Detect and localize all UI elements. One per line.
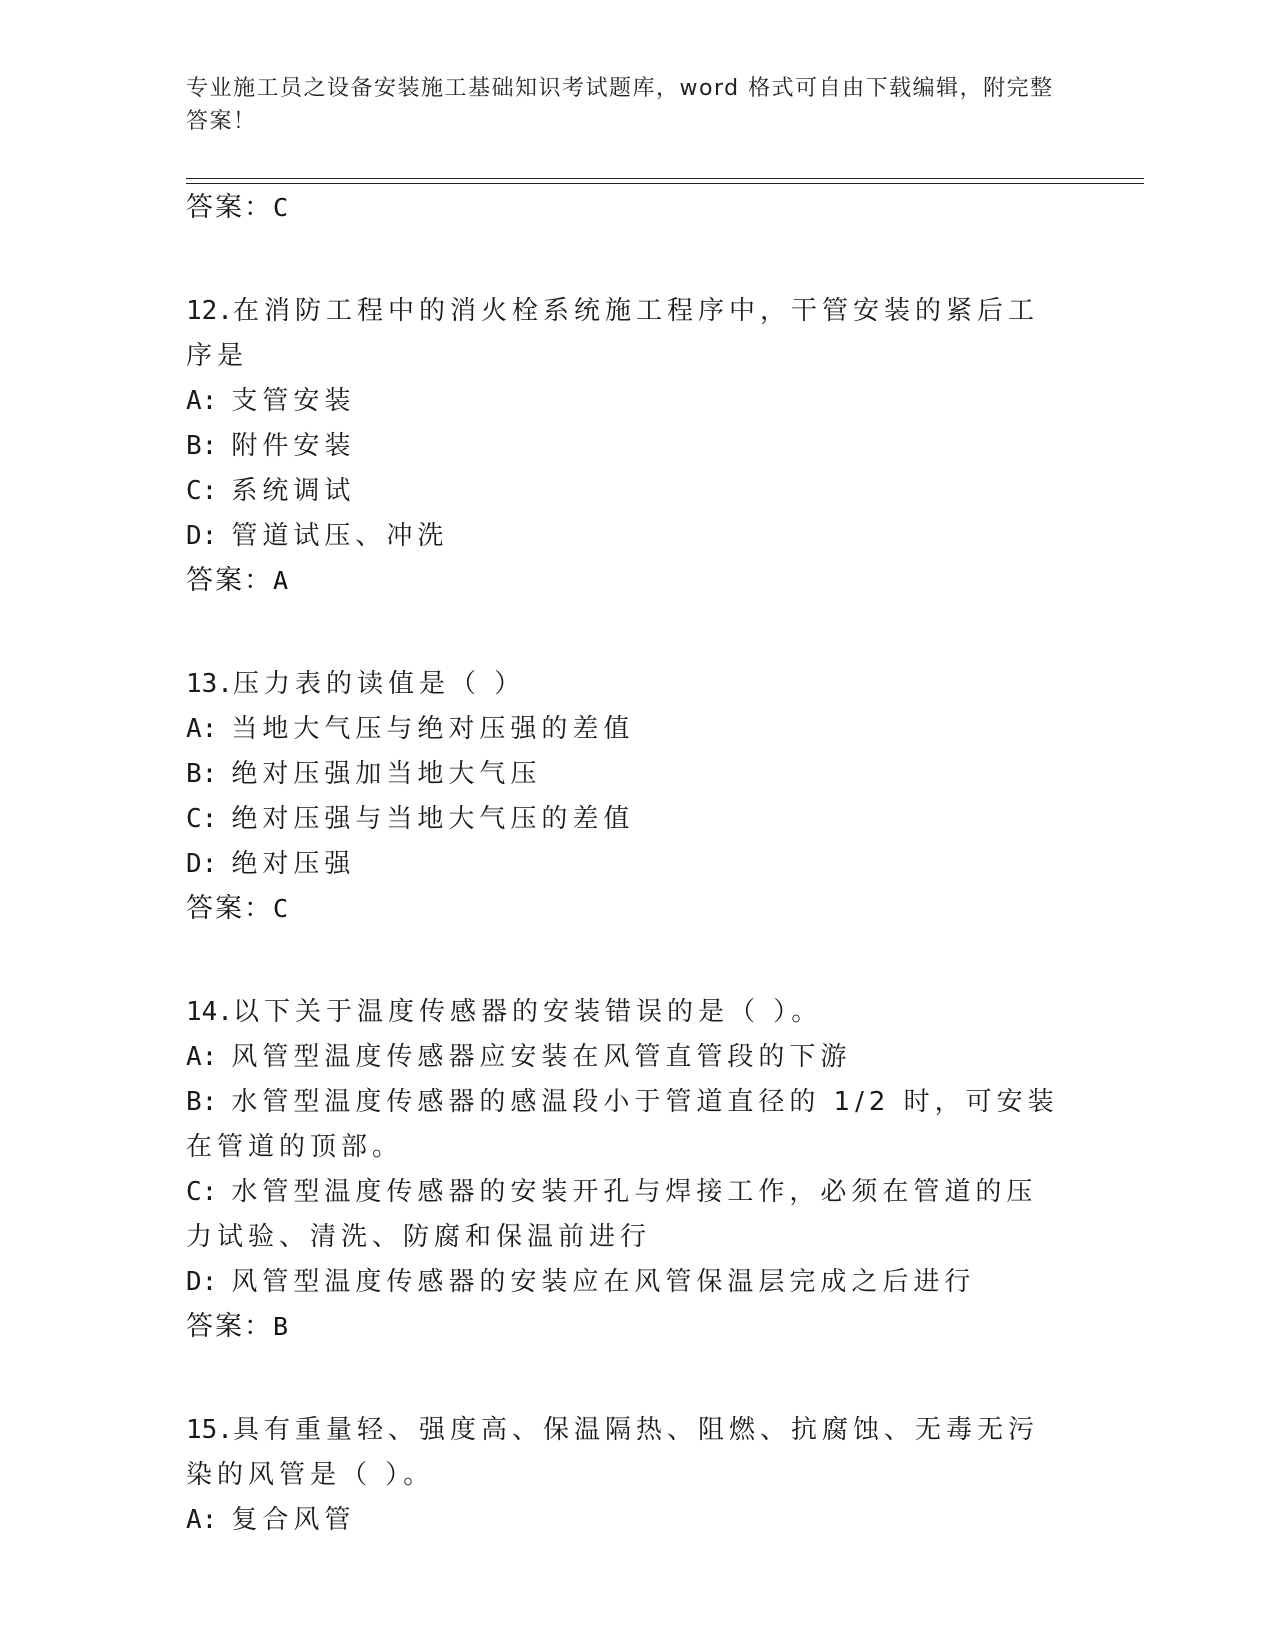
answer-line bbox=[186, 1305, 1066, 1349]
option-text: 支管安装 bbox=[231, 386, 356, 416]
header-rule-top bbox=[186, 178, 1144, 179]
option-key: A: bbox=[186, 1505, 218, 1535]
option-b bbox=[186, 1080, 1066, 1170]
option-a bbox=[186, 379, 1066, 424]
answer-line bbox=[186, 186, 1066, 230]
option-key: A: bbox=[186, 714, 218, 744]
option-text: 系统调试 bbox=[231, 476, 356, 506]
option-c bbox=[186, 1170, 1066, 1260]
option-text: 风管型温度传感器应安装在风管直管段的下游 bbox=[231, 1042, 852, 1072]
option-text: 水管型温度传感器的安装开孔与焊接工作，必须在管道的压力试验、清洗、防腐和保温前进行 bbox=[186, 1177, 1038, 1252]
question-stem bbox=[186, 289, 1066, 379]
option-c bbox=[186, 469, 1066, 514]
option-key: D: bbox=[186, 849, 218, 879]
header-rule-bottom bbox=[186, 183, 1144, 184]
option-d bbox=[186, 1260, 1066, 1305]
option-key: B: bbox=[186, 1087, 218, 1117]
spacer bbox=[186, 1349, 1066, 1408]
spacer bbox=[186, 931, 1066, 990]
question-stem bbox=[186, 662, 1066, 707]
option-text: 复合风管 bbox=[231, 1505, 356, 1535]
option-text: 绝对压强与当地大气压的差值 bbox=[231, 804, 635, 834]
option-key: C: bbox=[186, 476, 218, 506]
question-block-15 bbox=[186, 1408, 1066, 1543]
question-block-12 bbox=[186, 289, 1066, 603]
option-key: D: bbox=[186, 1267, 218, 1297]
option-text: 绝对压强加当地大气压 bbox=[231, 759, 542, 789]
document-header: 专业施工员之设备安装施工基础知识考试题库，word 格式可自由下载编辑，附完整答案！ bbox=[186, 76, 1054, 134]
option-text: 风管型温度传感器的安装应在风管保温层完成之后进行 bbox=[231, 1267, 976, 1297]
answer-value: B bbox=[273, 1312, 291, 1341]
question-stem bbox=[186, 990, 1066, 1035]
option-key: B: bbox=[186, 431, 218, 461]
option-key: C: bbox=[186, 804, 218, 834]
option-key: D: bbox=[186, 521, 218, 551]
option-a bbox=[186, 1035, 1066, 1080]
question-number: 12. bbox=[186, 296, 233, 326]
option-text: 水管型温度传感器的感温段小于管道直径的 1/2 时，可安装在管道的顶部。 bbox=[186, 1087, 1059, 1162]
question-stem bbox=[186, 1408, 1066, 1498]
option-c bbox=[186, 797, 1066, 842]
option-b bbox=[186, 424, 1066, 469]
option-key: B: bbox=[186, 759, 218, 789]
answer-value: C bbox=[273, 894, 291, 923]
answer-label: 答案： bbox=[186, 1311, 273, 1342]
question-text: 具有重量轻、强度高、保温隔热、阻燃、抗腐蚀、无毒无污染的风管是（ ）。 bbox=[186, 1415, 1039, 1490]
spacer bbox=[186, 230, 1066, 289]
answer-label: 答案： bbox=[186, 565, 273, 596]
question-text: 在消防工程中的消火栓系统施工程序中，干管安装的紧后工序是 bbox=[186, 296, 1039, 371]
question-number: 15. bbox=[186, 1415, 233, 1445]
spacer bbox=[186, 603, 1066, 662]
answer-value: C bbox=[273, 193, 291, 222]
option-text: 管道试压、冲洗 bbox=[231, 521, 449, 551]
question-number: 13. bbox=[186, 669, 233, 699]
answer-label: 答案： bbox=[186, 893, 273, 924]
answer-line bbox=[186, 887, 1066, 931]
option-text: 当地大气压与绝对压强的差值 bbox=[231, 714, 635, 744]
option-a bbox=[186, 707, 1066, 752]
option-text: 绝对压强 bbox=[231, 849, 356, 879]
question-block-13 bbox=[186, 662, 1066, 931]
option-text: 附件安装 bbox=[231, 431, 356, 461]
question-text: 以下关于温度传感器的安装错误的是（ ）。 bbox=[232, 997, 823, 1027]
option-key: A: bbox=[186, 386, 218, 416]
option-key: C: bbox=[186, 1177, 218, 1207]
option-d bbox=[186, 842, 1066, 887]
question-list bbox=[186, 186, 1066, 1543]
option-b bbox=[186, 752, 1066, 797]
question-number: 14. bbox=[186, 997, 233, 1027]
question-text: 压力表的读值是（ ） bbox=[232, 669, 526, 699]
option-d bbox=[186, 514, 1066, 559]
answer-value: A bbox=[273, 566, 291, 595]
option-a bbox=[186, 1498, 1066, 1543]
answer-label: 答案： bbox=[186, 192, 273, 223]
answer-line bbox=[186, 559, 1066, 603]
question-block-14 bbox=[186, 990, 1066, 1349]
option-key: A: bbox=[186, 1042, 218, 1072]
